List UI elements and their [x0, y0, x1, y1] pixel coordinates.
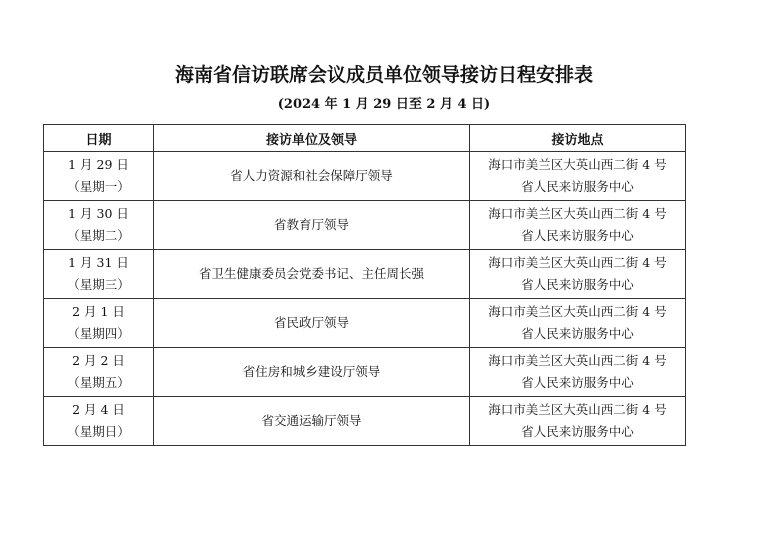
location-cell [470, 397, 686, 446]
schedule-table [43, 124, 686, 446]
location-cell [470, 152, 686, 201]
location-cell [470, 348, 686, 397]
weekday-text: （星期三） [67, 277, 130, 292]
unit-cell: 省交通运输厅领导 [154, 397, 470, 446]
unit-cell: 省教育厅领导 [154, 201, 470, 250]
address-text: 海口市美兰区大英山西二街 4 号 [488, 206, 667, 221]
table-row [44, 201, 686, 250]
address-text: 海口市美兰区大英山西二街 4 号 [488, 157, 667, 172]
weekday-text: （星期二） [67, 228, 130, 243]
venue-text: 省人民来访服务中心 [521, 424, 634, 439]
location-cell [470, 250, 686, 299]
location-cell [470, 299, 686, 348]
date-cell [44, 397, 154, 446]
date-text: 1 月 31 日 [68, 255, 129, 270]
table-row [44, 348, 686, 397]
table-row [44, 397, 686, 446]
date-cell [44, 201, 154, 250]
date-range-subtitle: (2024 年 1 月 29 日至 2 月 4 日) [277, 97, 491, 112]
venue-text: 省人民来访服务中心 [521, 277, 634, 292]
table-row [44, 250, 686, 299]
date-text: 1 月 29 日 [68, 157, 129, 172]
address-text: 海口市美兰区大英山西二街 4 号 [488, 402, 667, 417]
address-text: 海口市美兰区大英山西二街 4 号 [488, 255, 667, 270]
table-row [44, 152, 686, 201]
date-cell [44, 299, 154, 348]
date-cell [44, 250, 154, 299]
address-text: 海口市美兰区大英山西二街 4 号 [488, 304, 667, 319]
location-cell [470, 201, 686, 250]
venue-text: 省人民来访服务中心 [521, 375, 634, 390]
table-row [44, 299, 686, 348]
weekday-text: （星期日） [67, 424, 130, 439]
date-text: 2 月 4 日 [72, 402, 125, 417]
date-text: 2 月 2 日 [72, 353, 125, 368]
unit-cell: 省卫生健康委员会党委书记、主任周长强 [154, 250, 470, 299]
venue-text: 省人民来访服务中心 [521, 326, 634, 341]
header-unit-leader: 接访单位及领导 [154, 125, 470, 152]
weekday-text: （星期五） [67, 375, 130, 390]
table-header-row [44, 125, 686, 152]
unit-cell: 省人力资源和社会保障厅领导 [154, 152, 470, 201]
header-location: 接访地点 [470, 125, 686, 152]
address-text: 海口市美兰区大英山西二街 4 号 [488, 353, 667, 368]
date-cell [44, 152, 154, 201]
venue-text: 省人民来访服务中心 [521, 228, 634, 243]
unit-cell: 省住房和城乡建设厅领导 [154, 348, 470, 397]
weekday-text: （星期四） [67, 326, 130, 341]
date-text: 1 月 30 日 [68, 206, 129, 221]
page-title: 海南省信访联席会议成员单位领导接访日程安排表 [174, 64, 593, 86]
header-date: 日期 [44, 125, 154, 152]
date-text: 2 月 1 日 [72, 304, 125, 319]
venue-text: 省人民来访服务中心 [521, 179, 634, 194]
unit-cell: 省民政厅领导 [154, 299, 470, 348]
weekday-text: （星期一） [67, 179, 130, 194]
date-cell [44, 348, 154, 397]
